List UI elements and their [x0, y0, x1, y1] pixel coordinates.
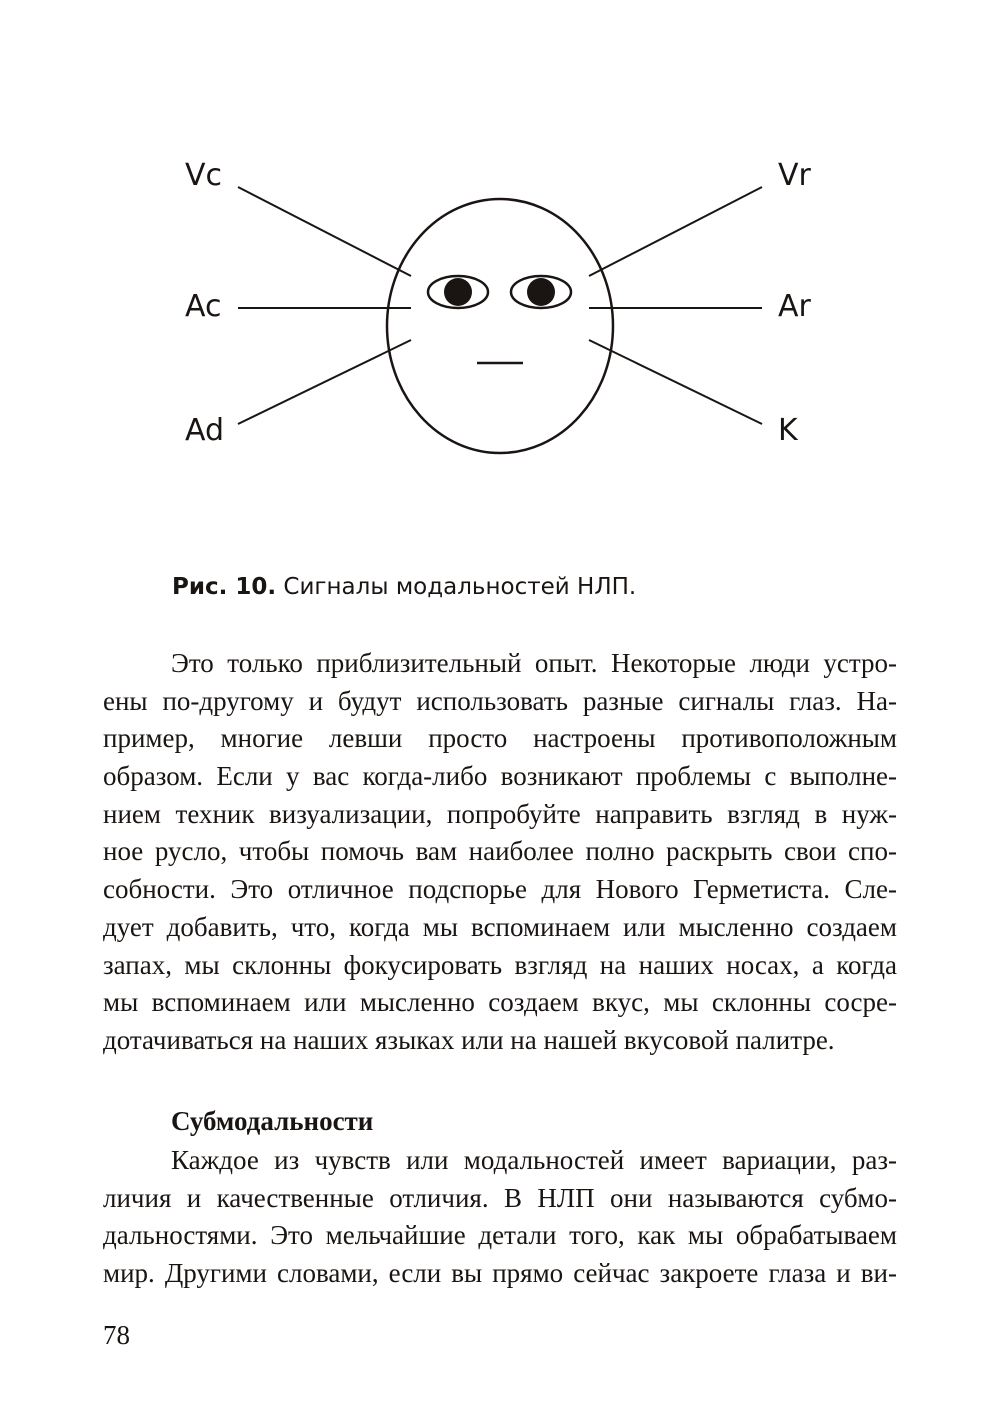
- text-line: запах, мы склонны фокусировать взгляд на наших носах, а когда: [103, 949, 897, 980]
- label-k: K: [778, 413, 798, 448]
- vr-pointer-line: [589, 187, 762, 276]
- text-line: пример, многие левши просто настроены противоположным: [103, 723, 897, 754]
- ad-pointer-line: [238, 340, 411, 424]
- caption-text: Сигналы модальностей НЛП.: [276, 574, 637, 600]
- left-eye-pupil: [444, 278, 472, 306]
- paragraph-1: [103, 645, 897, 1060]
- label-ar: Ar: [778, 289, 811, 324]
- text-line: ное русло, чтобы помочь вам наиболее полно раскрыть свои спо-: [103, 836, 897, 867]
- text-line: мы вспоминаем или мысленно создаем вкус, мы склонны сосре-: [103, 987, 897, 1018]
- text-line: ены по-другому и будут использовать разные сигналы глаз. На-: [103, 685, 897, 716]
- right-eye-pupil: [527, 278, 555, 306]
- text-line: дотачиваться на наших языках или на нашей вкусовой палитре.: [103, 1024, 835, 1055]
- caption-prefix: Рис. 10.: [172, 574, 277, 600]
- label-ac: Ac: [185, 289, 222, 324]
- text-line: образом. Если у вас когда-либо возникают проблемы с выполне-: [103, 761, 897, 792]
- text-line: дует добавить, что, когда мы вспоминаем или мысленно создаем: [103, 911, 897, 942]
- text-line: Это только приблизительный опыт. Некоторые люди устро-: [171, 648, 897, 678]
- page-number: 78: [103, 1320, 130, 1350]
- k-pointer-line: [589, 340, 762, 424]
- label-ad: Ad: [185, 413, 225, 448]
- text-line: личия и качественные отличия. В НЛП они называются субмо-: [103, 1182, 897, 1213]
- section-heading: Субмодальности: [171, 1106, 374, 1136]
- paragraph-2: [103, 1142, 897, 1293]
- text-line: Каждое из чувств или модальностей имеет вариации, раз-: [171, 1145, 897, 1175]
- vc-pointer-line: [238, 187, 411, 276]
- eye-accessing-diagram: [0, 0, 1000, 520]
- text-line: мир. Другими словами, если вы прямо сейчас закроете глаза и ви-: [103, 1258, 897, 1289]
- text-line: дальностями. Это мельчайшие детали того, как мы обрабатываем: [103, 1220, 897, 1251]
- label-vr: Vr: [778, 158, 811, 193]
- label-vc: Vc: [185, 158, 223, 193]
- figure-caption: [172, 571, 636, 603]
- text-line: нием техник визуализации, попробуйте направить взгляд в нуж-: [103, 798, 897, 829]
- text-line: собности. Это отличное подспорье для Нового Герметиста. Сле-: [103, 874, 897, 905]
- face-diagram: [0, 0, 1000, 520]
- head-outline: [387, 199, 613, 453]
